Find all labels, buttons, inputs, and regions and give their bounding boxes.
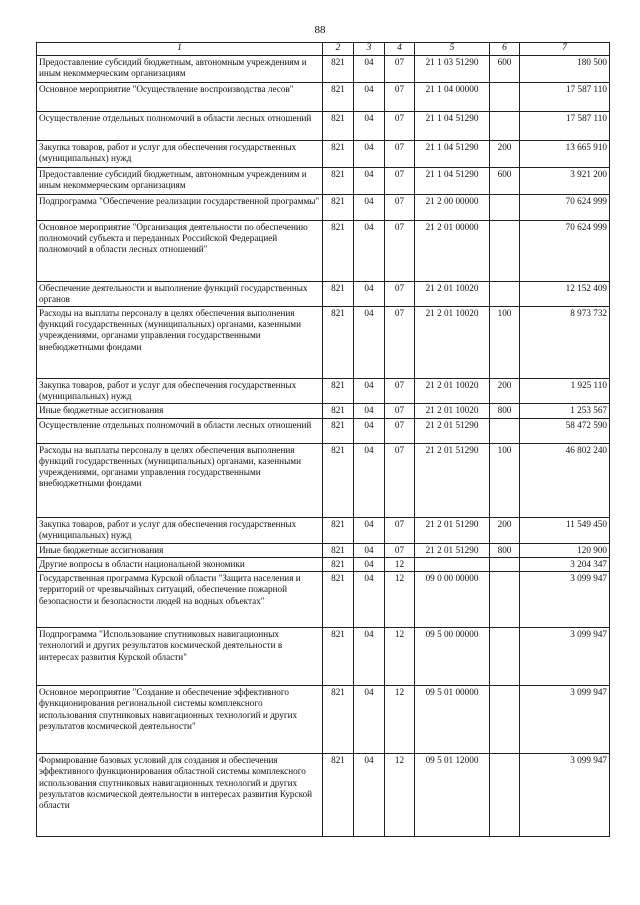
header-row [37, 43, 610, 56]
cell-grbs: 821 [323, 543, 354, 557]
table-row [37, 543, 610, 557]
cell-expense-type [490, 111, 520, 140]
cell-sum: 46 802 240 [520, 443, 610, 517]
cell-grbs: 821 [323, 557, 354, 571]
cell-sum: 12 152 409 [520, 281, 610, 306]
cell-name: Основное мероприятие "Осуществление воспроизводства лесов" [37, 82, 323, 111]
cell-target-article: 21 1 04 00000 [415, 82, 490, 111]
cell-grbs: 821 [323, 754, 354, 837]
cell-sum: 11 549 450 [520, 517, 610, 543]
cell-name: Осуществление отдельных полномочий в области лесных отношений [37, 418, 323, 443]
cell-name: Подпрограмма "Использование спутниковых навигационных технологий и других результатов космической деятельности в интересах развития Курской области" [37, 628, 323, 686]
cell-sum: 1 925 110 [520, 379, 610, 404]
cell-expense-type: 800 [490, 543, 520, 557]
cell-subsection: 07 [385, 418, 415, 443]
cell-name: Другие вопросы в области национальной экономики [37, 557, 323, 571]
cell-name: Формирование базовых условий для создания и обеспечения эффективного функционирования областной системы комплексного использования спутниковых навигационных технологий и других результатов космической деятельности в интересах развития Курской области [37, 754, 323, 837]
cell-subsection: 07 [385, 517, 415, 543]
cell-section: 04 [354, 167, 385, 194]
header-col-5: 5 [415, 43, 490, 56]
cell-target-article: 21 2 01 10020 [415, 307, 490, 379]
table-row [37, 194, 610, 220]
cell-grbs: 821 [323, 140, 354, 167]
cell-expense-type: 100 [490, 443, 520, 517]
cell-grbs: 821 [323, 220, 354, 281]
cell-expense-type [490, 754, 520, 837]
cell-grbs: 821 [323, 379, 354, 404]
cell-sum: 180 500 [520, 55, 610, 82]
cell-grbs: 821 [323, 517, 354, 543]
cell-target-article: 21 2 01 51290 [415, 517, 490, 543]
cell-grbs: 821 [323, 404, 354, 418]
cell-name: Государственная программа Курской области "Защита населения и территорий от чрезвычайных ситуаций, обеспечение пожарной безопасности и безопасности людей на водных объектах" [37, 572, 323, 628]
budget-table [36, 42, 610, 837]
cell-subsection: 07 [385, 443, 415, 517]
cell-subsection: 07 [385, 543, 415, 557]
cell-name: Обеспечение деятельности и выполнение функций государственных органов [37, 281, 323, 306]
header-col-2: 2 [323, 43, 354, 56]
cell-target-article: 21 2 01 51290 [415, 543, 490, 557]
cell-subsection: 12 [385, 686, 415, 754]
cell-target-article: 09 5 01 00000 [415, 686, 490, 754]
cell-subsection: 07 [385, 140, 415, 167]
cell-section: 04 [354, 140, 385, 167]
cell-section: 04 [354, 194, 385, 220]
cell-sum: 58 472 590 [520, 418, 610, 443]
table-row [37, 628, 610, 686]
cell-name: Основное мероприятие "Организация деятельности по обеспечению полномочий субъекта и переданных Российской Федерацией полномочий в области лесных отношений" [37, 220, 323, 281]
cell-expense-type: 600 [490, 55, 520, 82]
cell-subsection: 12 [385, 754, 415, 837]
table-row [37, 82, 610, 111]
cell-grbs: 821 [323, 686, 354, 754]
cell-name: Закупка товаров, работ и услуг для обеспечения государственных (муниципальных) нужд [37, 140, 323, 167]
cell-section: 04 [354, 557, 385, 571]
cell-expense-type [490, 418, 520, 443]
cell-expense-type: 800 [490, 404, 520, 418]
cell-expense-type [490, 572, 520, 628]
cell-target-article: 09 5 00 00000 [415, 628, 490, 686]
cell-section: 04 [354, 686, 385, 754]
cell-target-article: 21 2 01 10020 [415, 404, 490, 418]
cell-section: 04 [354, 281, 385, 306]
table-row [37, 379, 610, 404]
cell-subsection: 12 [385, 572, 415, 628]
cell-sum: 70 624 999 [520, 194, 610, 220]
cell-expense-type [490, 686, 520, 754]
cell-sum: 70 624 999 [520, 220, 610, 281]
cell-sum: 120 900 [520, 543, 610, 557]
cell-sum: 3 921 200 [520, 167, 610, 194]
cell-grbs: 821 [323, 111, 354, 140]
cell-section: 04 [354, 628, 385, 686]
cell-target-article: 21 2 01 10020 [415, 379, 490, 404]
header-col-7: 7 [520, 43, 610, 56]
table-row [37, 517, 610, 543]
cell-target-article: 21 2 00 00000 [415, 194, 490, 220]
cell-sum: 13 665 910 [520, 140, 610, 167]
cell-sum: 3 099 947 [520, 572, 610, 628]
cell-sum: 8 973 732 [520, 307, 610, 379]
table-body [37, 55, 610, 837]
cell-section: 04 [354, 379, 385, 404]
cell-name: Иные бюджетные ассигнования [37, 404, 323, 418]
cell-name: Осуществление отдельных полномочий в области лесных отношений [37, 111, 323, 140]
header-col-1: 1 [37, 43, 323, 56]
cell-target-article: 09 0 00 00000 [415, 572, 490, 628]
table-row [37, 55, 610, 82]
cell-target-article [415, 557, 490, 571]
cell-subsection: 07 [385, 220, 415, 281]
cell-subsection: 07 [385, 307, 415, 379]
cell-target-article: 09 5 01 12000 [415, 754, 490, 837]
cell-name: Закупка товаров, работ и услуг для обеспечения государственных (муниципальных) нужд [37, 517, 323, 543]
cell-subsection: 07 [385, 167, 415, 194]
table-row [37, 418, 610, 443]
cell-section: 04 [354, 307, 385, 379]
table-row [37, 140, 610, 167]
header-col-4: 4 [385, 43, 415, 56]
page-number: 88 [314, 24, 326, 36]
cell-sum: 3 204 347 [520, 557, 610, 571]
cell-section: 04 [354, 754, 385, 837]
cell-subsection: 12 [385, 628, 415, 686]
cell-sum: 3 099 947 [520, 628, 610, 686]
cell-name: Подпрограмма "Обеспечение реализации государственной программы" [37, 194, 323, 220]
cell-target-article: 21 2 01 51290 [415, 418, 490, 443]
cell-grbs: 821 [323, 443, 354, 517]
table-row [37, 167, 610, 194]
cell-subsection: 07 [385, 111, 415, 140]
cell-expense-type: 100 [490, 307, 520, 379]
cell-expense-type: 200 [490, 140, 520, 167]
cell-grbs: 821 [323, 281, 354, 306]
cell-target-article: 21 2 01 51290 [415, 443, 490, 517]
cell-section: 04 [354, 82, 385, 111]
table-row [37, 443, 610, 517]
cell-grbs: 821 [323, 307, 354, 379]
table-row [37, 686, 610, 754]
cell-sum: 3 099 947 [520, 754, 610, 837]
cell-sum: 3 099 947 [520, 686, 610, 754]
table-row [37, 754, 610, 837]
cell-subsection: 07 [385, 82, 415, 111]
cell-section: 04 [354, 418, 385, 443]
cell-expense-type: 200 [490, 517, 520, 543]
cell-name: Закупка товаров, работ и услуг для обеспечения государственных (муниципальных) нужд [37, 379, 323, 404]
table-row [37, 557, 610, 571]
table-row [37, 404, 610, 418]
cell-target-article: 21 1 04 51290 [415, 140, 490, 167]
cell-section: 04 [354, 543, 385, 557]
cell-name: Расходы на выплаты персоналу в целях обеспечения выполнения функций государственных (муниципальных) органами, казенными учреждениями, органами управления государственными внебюджетными фондами [37, 307, 323, 379]
cell-subsection: 12 [385, 557, 415, 571]
cell-sum: 1 253 567 [520, 404, 610, 418]
cell-sum: 17 587 110 [520, 82, 610, 111]
cell-name: Расходы на выплаты персоналу в целях обеспечения выполнения функций государственных (муниципальных) органами, казенными учреждениями, органами управления государственными внебюджетными фондами [37, 443, 323, 517]
cell-grbs: 821 [323, 628, 354, 686]
cell-expense-type: 200 [490, 379, 520, 404]
cell-name: Предоставление субсидий бюджетным, автономным учреждениям и иным некоммерческим организациям [37, 167, 323, 194]
cell-expense-type [490, 82, 520, 111]
cell-name: Иные бюджетные ассигнования [37, 543, 323, 557]
cell-subsection: 07 [385, 55, 415, 82]
cell-section: 04 [354, 443, 385, 517]
cell-expense-type [490, 281, 520, 306]
table-row [37, 220, 610, 281]
cell-grbs: 821 [323, 82, 354, 111]
cell-grbs: 821 [323, 572, 354, 628]
header-col-3: 3 [354, 43, 385, 56]
cell-section: 04 [354, 111, 385, 140]
cell-section: 04 [354, 55, 385, 82]
cell-grbs: 821 [323, 167, 354, 194]
cell-section: 04 [354, 404, 385, 418]
table-row [37, 111, 610, 140]
cell-expense-type [490, 220, 520, 281]
cell-target-article: 21 1 04 51290 [415, 111, 490, 140]
cell-section: 04 [354, 572, 385, 628]
cell-name: Основное мероприятие "Создание и обеспечение эффективного функционирования региональной системы комплексного использования спутниковых навигационных технологий и других результатов космической деятельности" [37, 686, 323, 754]
cell-target-article: 21 2 01 10020 [415, 281, 490, 306]
cell-subsection: 07 [385, 194, 415, 220]
cell-expense-type [490, 628, 520, 686]
cell-grbs: 821 [323, 418, 354, 443]
cell-section: 04 [354, 517, 385, 543]
cell-sum: 17 587 110 [520, 111, 610, 140]
cell-target-article: 21 1 03 51290 [415, 55, 490, 82]
cell-target-article: 21 1 04 51290 [415, 167, 490, 194]
table-row [37, 572, 610, 628]
table-row [37, 307, 610, 379]
cell-target-article: 21 2 01 00000 [415, 220, 490, 281]
cell-expense-type [490, 194, 520, 220]
cell-subsection: 07 [385, 379, 415, 404]
cell-subsection: 07 [385, 404, 415, 418]
header-col-6: 6 [490, 43, 520, 56]
table-row [37, 281, 610, 306]
cell-section: 04 [354, 220, 385, 281]
cell-expense-type [490, 557, 520, 571]
cell-grbs: 821 [323, 55, 354, 82]
cell-expense-type: 600 [490, 167, 520, 194]
cell-name: Предоставление субсидий бюджетным, автономным учреждениям и иным некоммерческим организациям [37, 55, 323, 82]
cell-subsection: 07 [385, 281, 415, 306]
cell-grbs: 821 [323, 194, 354, 220]
